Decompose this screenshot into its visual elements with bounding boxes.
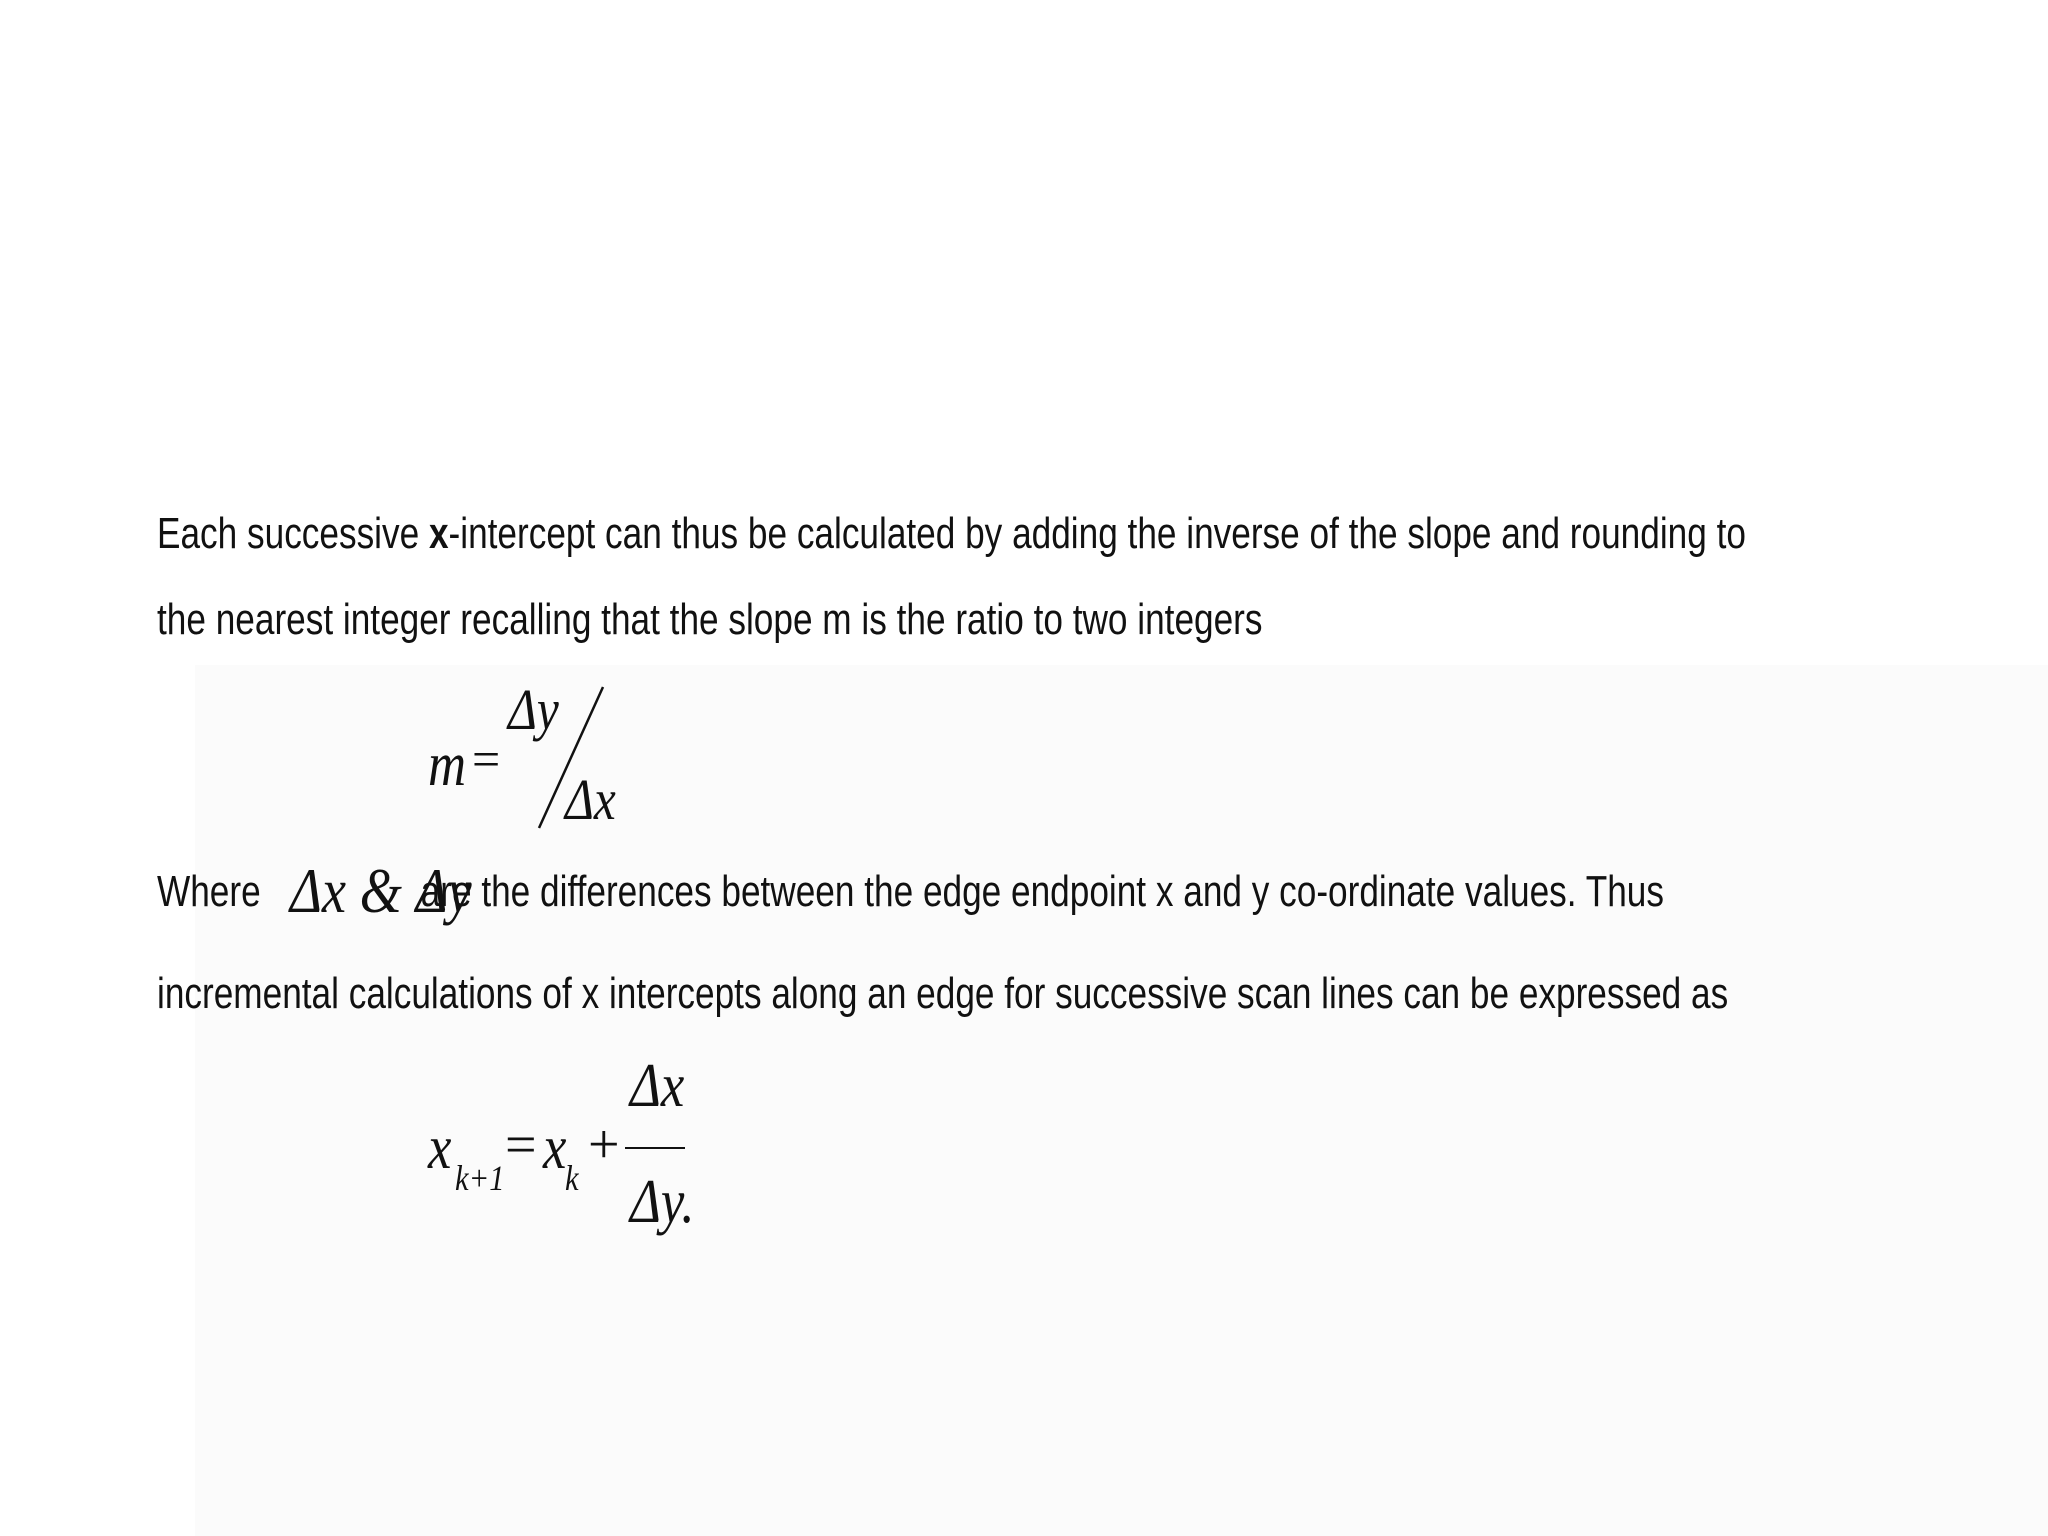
- rhs-subscript: k: [565, 1158, 579, 1198]
- paragraph-2-text-rest: are the differences between the edge endpoint x and y co-ordinate values. Thus: [420, 867, 1664, 916]
- equals-sign: =: [472, 731, 501, 787]
- paragraph-2-where: Where: [157, 867, 261, 916]
- paragraph-1-line-1: [157, 509, 1895, 558]
- slope-numerator: Δy: [508, 677, 559, 742]
- fraction-denominator: Δy.: [630, 1168, 695, 1236]
- bold-x: x: [428, 509, 449, 558]
- paragraph-1-line-2: the nearest integer recalling that the slope m is the ratio to two integers: [157, 595, 1263, 644]
- lhs-variable: x: [428, 1114, 452, 1182]
- increment-equation: [425, 1052, 725, 1255]
- plus-sign: +: [588, 1114, 620, 1176]
- fraction-bar: [625, 1147, 685, 1149]
- paragraph-2-line-2: incremental calculations of x intercepts along an edge for successive scan lines can be expressed as: [157, 969, 1729, 1018]
- slope-denominator: Δx: [565, 767, 616, 832]
- lhs-subscript: k+1: [455, 1158, 505, 1198]
- rhs-variable: x: [543, 1114, 567, 1182]
- paragraph-1-text-rest: -intercept can thus be calculated by adding the inverse of the slope and rounding to: [448, 509, 1746, 558]
- inline-delta-expression: Δx & Δy: [290, 855, 472, 926]
- equals-sign: =: [505, 1114, 537, 1176]
- slope-equation: [425, 677, 645, 840]
- paragraph-1-text-start: Each successive: [157, 509, 429, 558]
- slope-variable: m: [428, 731, 467, 799]
- fraction-numerator: Δx: [630, 1052, 685, 1120]
